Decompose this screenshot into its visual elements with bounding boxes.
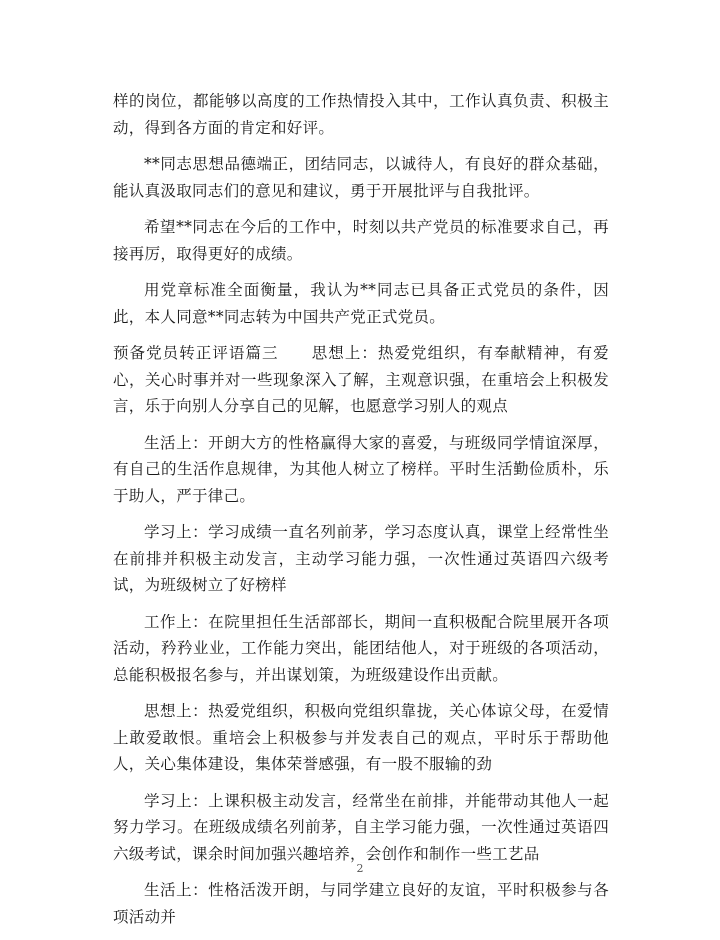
paragraph-1: 样的岗位，都能够以高度的工作热情投入其中，工作认真负责、积极主动，得到各方面的肯定和好评。: [113, 92, 609, 137]
page-number: 2: [356, 862, 364, 875]
body-text: [113, 88, 609, 940]
paragraph-6: 生活上：开朗大方的性格赢得大家的喜爱，与班级同学情谊深厚，有自己的生活作息规律，为其他人树立了榜样。平时生活勤俭质朴，乐于助人，严于律己。: [113, 433, 609, 505]
paragraph-10: 学习上：上课积极主动发言，经常坐在前排，并能带动其他人一起努力学习。在班级成绩名列前茅，自主学习能力强，一次性通过英语四六级考试，课余时间加强兴趣培养，会创作和制作一些工艺品: [113, 791, 609, 863]
paragraph-5: 预备党员转正评语篇三 思想上：热爱党组织，有奉献精神，有爱心，关心时事并对一些现象深入了解，主观意识强，在重培会上积极发言，乐于向别人分享自己的见解，也愿意学习别人的观点: [113, 344, 609, 415]
paragraph-2: **同志思想品德端正，团结同志，以诚待人，有良好的群众基础，能认真汲取同志们的意见和建议，勇于开展批评与自我批评。: [113, 155, 609, 200]
paragraph-8: 工作上：在院里担任生活部部长，期间一直积极配合院里展开各项活动，矜矜业业，工作能力突出，能团结他人，对于班级的各项活动，总能积极报名参与，并出谋划策，为班级建设作出贡献。: [113, 612, 609, 684]
paragraph-9: 思想上：热爱党组织，积极向党组织靠拢，关心体谅父母，在爱情上敢爱敢恨。重培会上积极参与并发表自己的观点，平时乐于帮助他人，关心集体建设，集体荣誉感强，有一股不服输的劲: [113, 702, 609, 773]
paragraph-3: 希望**同志在今后的工作中，时刻以共产党员的标准要求自己，再接再厉，取得更好的成绩。: [113, 218, 609, 263]
paragraph-11: 生活上：性格活泼开朗，与同学建立良好的友谊，平时积极参与各项活动并: [113, 881, 609, 926]
paragraph-4: 用党章标准全面衡量，我认为**同志已具备正式党员的条件，因此，本人同意**同志转为中国共产党正式党员。: [113, 281, 609, 326]
paragraph-7: 学习上：学习成绩一直名列前茅，学习态度认真，课堂上经常性坐在前排并积极主动发言，主动学习能力强，一次性通过英语四六级考试，为班级树立了好榜样: [113, 523, 609, 594]
